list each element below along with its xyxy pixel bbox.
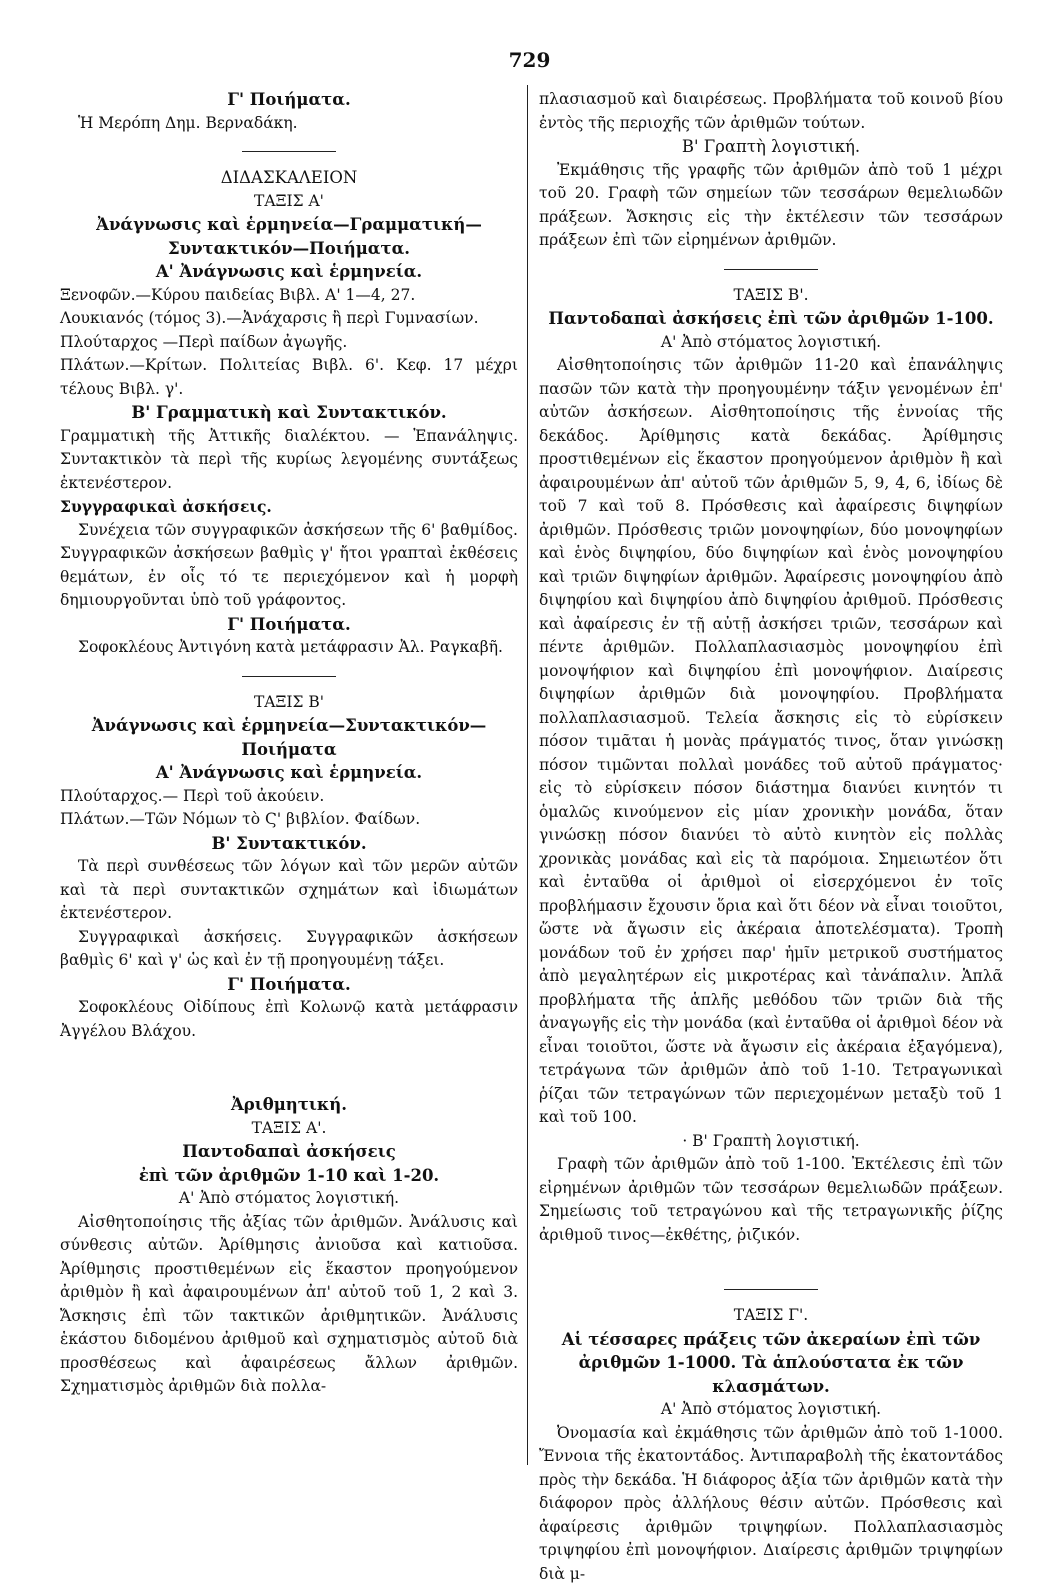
reading-item: Πλάτων.—Τῶν Νόμων τὸ Ϛ' βιβλίον. Φαίδων.: [60, 808, 518, 832]
subsection-heading: Α' Ἀπὸ στόματος λογιστική.: [60, 1187, 518, 1211]
paragraph: Σοφοκλέους Οἰδίπους ἐπὶ Κολωνῷ κατὰ μετάφρασιν Ἀγγέλου Βλάχου.: [60, 996, 518, 1043]
paragraph: Τὰ περὶ συνθέσεως τῶν λόγων καὶ τῶν μερῶν αὐτῶν καὶ τὰ περὶ συντακτικῶν σχημάτων καὶ ἰδιωμάτων ἐκτενέστερον.: [60, 855, 518, 926]
subject-title: Ἀνάγνωσις καὶ ἑρμηνεία—Συντακτικόν—: [60, 714, 518, 738]
section-title: ΔΙΔΑΣΚΑΛΕΙΟΝ: [60, 166, 518, 190]
column-divider: [527, 85, 528, 1465]
subject-title: Αἱ τέσσαρες πράξεις τῶν ἀκεραίων ἐπὶ τῶν ἀριθμῶν 1-1000. Τὰ ἁπλούστατα ἐκ τῶν κλασμάτων.: [539, 1328, 1003, 1399]
subsection-heading: Α' Ἀπὸ στόματος λογιστική.: [539, 1398, 1003, 1422]
paragraph: Ὀνομασία καὶ ἐκμάθησις τῶν ἀριθμῶν ἀπὸ τοῦ 1-1000. Ἔννοια τῆς ἑκατοντάδος. Ἀντιπαραβολὴ τῆς ἑκατοντάδος πρὸς τὴν δεκάδα. Ἡ διάφορος ἀξία τῶν ἀριθμῶν κατὰ τὴν διάφορον πρὸς ἀλλήλους θέσιν αὐτῶν. Πρόσθεσις καὶ ἀφαίρεσις ἀριθμῶν τριψηφίων. Πολλαπλασιασμὸς τριψηφίου ἐπὶ μονοψήφιον. Διαίρεσις ἀριθμῶν τριψηφίων διὰ μ-: [539, 1422, 1003, 1586]
paragraph-heading: Συγγραφικαὶ ἀσκήσεις.: [60, 495, 518, 519]
paragraph: Αἰσθητοποίησις τῆς ἀξίας τῶν ἀριθμῶν. Ἀνάλυσις καὶ σύνθεσις αὐτῶν. Ἀρίθμησις ἀνιοῦσα καὶ κατιοῦσα. Ἀρίθμησις προστιθεμένων εἰς ἕκαστον προηγούμενον ἀριθμὸν ἢ καὶ ἀφαιρουμένων ἀπ' αὐτοῦ τοῦ 1, 2 καὶ 3. Ἄσκησις ἐπὶ τῶν τακτικῶν ἀριθμητικῶν. Ἀνάλυσις ἑκάστου διδομένου ἀριθμοῦ καὶ σχηματισμὸς αὐτοῦ διὰ προσθέσεως καὶ ἀφαιρέσεως ἄλλων ἀριθμῶν. Σχηματισμὸς ἀριθμῶν διὰ πολλα-: [60, 1211, 518, 1399]
subject-title: Παντοδαπαὶ ἀσκήσεις ἐπὶ τῶν ἀριθμῶν 1-100.: [539, 307, 1003, 331]
separator: [724, 269, 818, 270]
class-heading: ΤΑΞΙΣ Α': [60, 190, 518, 214]
subsection-heading: Γ' Ποιήματα.: [60, 613, 518, 637]
paragraph: πλασιασμοῦ καὶ διαιρέσεως. Προβλήματα τοῦ κοινοῦ βίου ἐντὸς τῆς περιοχῆς τῶν ἀριθμῶν τούτων.: [539, 88, 1003, 135]
subsection-heading: Α' Ἀνάγνωσις καὶ ἑρμηνεία.: [60, 761, 518, 785]
section-heading: Γ' Ποιήματα.: [60, 88, 518, 112]
paragraph: Ἐκμάθησις τῆς γραφῆς τῶν ἀριθμῶν ἀπὸ τοῦ 1 μέχρι τοῦ 20. Γραφὴ τῶν σημείων τῶν τεσσάρων θεμελιωδῶν πράξεων. Ἄσκησις εἰς τὴν ἐκτέλεσιν τῶν τεσσάρων πράξεων ἐπὶ τῶν εἰρημένων ἀριθμῶν.: [539, 159, 1003, 253]
class-heading: ΤΑΞΙΣ Β'.: [539, 284, 1003, 308]
reading-item: Ξενοφῶν.—Κύρου παιδείας Βιβλ. Α' 1—4, 27.: [60, 284, 518, 308]
separator: [242, 151, 336, 152]
reading-item: Πλάτων.—Κρίτων. Πολιτείας Βιβλ. 6'. Κεφ. 17 μέχρι τέλους Βιβλ. γ'.: [60, 354, 518, 401]
paragraph: Γραμματικὴ τῆς Ἀττικῆς διαλέκτου. — Ἐπανάληψις. Συντακτικὸν τὰ περὶ τῆς κυρίως λεγομένης συντάξεως ἐκτενέστερον.: [60, 425, 518, 496]
subject-title: Ποιήματα: [60, 738, 518, 762]
section-title: Ἀριθμητική.: [60, 1093, 518, 1117]
separator: [724, 1289, 818, 1290]
class-heading: ΤΑΞΙΣ Γ'.: [539, 1304, 1003, 1328]
left-column: [60, 88, 518, 1399]
subsection-heading: Β' Γραπτὴ λογιστική.: [539, 135, 1003, 159]
class-heading: ΤΑΞΙΣ Β': [60, 691, 518, 715]
right-column: [539, 88, 1003, 1586]
reading-item: Πλούταρχος —Περὶ παίδων ἀγωγῆς.: [60, 331, 518, 355]
paragraph: Σοφοκλέους Ἀντιγόνη κατὰ μετάφρασιν Ἀλ. Ραγκαβῆ.: [60, 636, 518, 660]
subsection-heading: Α' Ἀπὸ στόματος λογιστική.: [539, 331, 1003, 355]
class-heading: ΤΑΞΙΣ Α'.: [60, 1117, 518, 1141]
subsection-heading: Β' Συντακτικόν.: [60, 832, 518, 856]
subsection-heading: Β' Γραμματικὴ καὶ Συντακτικόν.: [60, 401, 518, 425]
paragraph: Ἡ Μερόπη Δημ. Βερναδάκη.: [60, 112, 518, 136]
paragraph: Συγγραφικαὶ ἀσκήσεις. Συγγραφικῶν ἀσκήσεων βαθμὶς 6' καὶ γ' ὡς καὶ ἐν τῇ προηγουμένῃ τάξει.: [60, 926, 518, 973]
subsection-heading: Γ' Ποιήματα.: [60, 973, 518, 997]
reading-item: Λουκιανός (τόμος 3).—Ἀνάχαρσις ἢ περὶ Γυμνασίων.: [60, 307, 518, 331]
page-number: 729: [0, 48, 1059, 72]
subsection-heading: · Β' Γραπτὴ λογιστική.: [539, 1130, 1003, 1154]
subject-title: Ἀνάγνωσις καὶ ἑρμηνεία—Γραμματική— Συντακτικόν—Ποιήματα.: [60, 213, 518, 260]
subsection-heading: Α' Ἀνάγνωσις καὶ ἑρμηνεία.: [60, 260, 518, 284]
subject-title: Παντοδαπαὶ ἀσκήσεις: [60, 1140, 518, 1164]
subject-title: ἐπὶ τῶν ἀριθμῶν 1-10 καὶ 1-20.: [60, 1164, 518, 1188]
paragraph: Συνέχεια τῶν συγγραφικῶν ἀσκήσεων τῆς 6' βαθμίδος. Συγγραφικῶν ἀσκήσεων βαθμὶς γ' ἤτοι γραπταὶ ἐκθέσεις θεμάτων, ἐν οἷς τό τε περιεχόμενον καὶ ἡ μορφὴ δημιουργοῦνται ὑπὸ τοῦ γράφοντος.: [60, 519, 518, 613]
paragraph: Αἰσθητοποίησις τῶν ἀριθμῶν 11-20 καὶ ἐπανάληψις πασῶν τῶν κατὰ τὴν προηγουμένην τάξιν γενομένων ἐπ' αὐτῶν ἀσκήσεων. Αἰσθητοποίησις τῆς ἐννοίας τῆς δεκάδος. Ἀρίθμησις κατὰ δεκάδας. Ἀρίθμησις προστιθεμένων εἰς ἕκαστον προηγούμενον ἀριθμὸν ἢ καὶ ἀφαιρουμένων ἀπ' αὐτοῦ τῶν ἀριθμῶν 5, 9, 4, 6, ἰδίως δὲ τοῦ 7 καὶ τοῦ 8. Πρόσθεσις καὶ ἀφαίρεσις διψηφίων ἀριθμῶν. Πρόσθεσις τριῶν μονοψηφίων, δύο μονοψηφίων καὶ ἑνὸς διψηφίου, δύο διψηφίων καὶ ἑνὸς μονοψηφίου καὶ τριῶν διψηφίων ἀριθμῶν. Ἀφαίρεσις μονοψηφίου ἀπὸ διψηφίου καὶ διψηφίου ἀπὸ διψηφίου ἀριθμοῦ. Πρόσθεσις καὶ ἀφαίρεσις ἐν τῇ αὐτῇ ἀσκήσει τριῶν, τεσσάρων καὶ πέντε ἀριθμῶν. Πολλαπλασιασμὸς μονοψηφίου ἐπὶ μονοψήφιον καὶ διψηφίου ἐπὶ μονοψήφιον. Διαίρεσις διψηφίων ἀριθμῶν διὰ μονοψηφίου. Προβλήματα πολλαπλασιασμοῦ. Τελεία ἄσκησις εἰς τὸ εὑρίσκειν πόσον τιμᾶται ἡ μονὰς πράγματός τινος, ὅταν γινώσκῃ πόσον τιμῶνται πολλαὶ μονάδες τοῦ αὐτοῦ πράγματος· εἰς τὸ εὑρίσκειν πόσον διάστημα διανύει κινητόν τι ὁμαλῶς κινούμενον εἰς μίαν χρονικὴν μονάδα, ὅταν γινώσκῃ πόσον διανύει τὸ αὐτὸ κινητὸν εἰς πολλὰς χρονικὰς μονάδας καὶ εἰς τὰ παρόμοια. Σημειωτέον ὅτι καὶ ἐνταῦθα οἱ ἀριθμοὶ οἱ εἰσερχόμενοι ἐν τοῖς προβλήμασιν ἔχουσιν ὅρια καὶ ὅτι δέον νὰ εἶναι τοιοῦτοι, ὥστε νὰ ἄγωσιν εἰς ἀκέραια ἀποτελέσματα). Τροπὴ μονάδων τοῦ ἐν χρήσει παρ' ἡμῖν μετρικοῦ συστήματος ἀπὸ μεγαλητέρων εἰς μικροτέρας καὶ τἀνάπαλιν. Ἁπλᾶ προβλήματα τῆς ἁπλῆς μεθόδου τῶν τριῶν διὰ τῆς ἀναγωγῆς εἰς τὴν μονάδα (καὶ ἐνταῦθα οἱ ἀριθμοὶ δέον νὰ εἶναι τοιοῦτοι, ὥστε νὰ ἄγωσιν εἰς ἀκέραια ἐξαγόμενα), τετράγωνα τῶν ἀριθμῶν ἀπὸ τοῦ 1-10. Τετραγωνικαὶ ῥίζαι τῶν τετραγώνων τῶν περιεχομένων μεταξὺ τοῦ 1 καὶ τοῦ 100.: [539, 354, 1003, 1130]
reading-item: Πλούταρχος.— Περὶ τοῦ ἀκούειν.: [60, 785, 518, 809]
paragraph: Γραφὴ τῶν ἀριθμῶν ἀπὸ τοῦ 1-100. Ἐκτέλεσις ἐπὶ τῶν εἰρημένων ἀριθμῶν τῶν τεσσάρων θεμελιωδῶν πράξεων. Σημείωσις τοῦ τετραγώνου καὶ τῆς τετραγωνικῆς ῥίζης ἀριθμοῦ τινος—ἐκθέτης, ῥιζικόν.: [539, 1153, 1003, 1247]
separator: [242, 676, 336, 677]
